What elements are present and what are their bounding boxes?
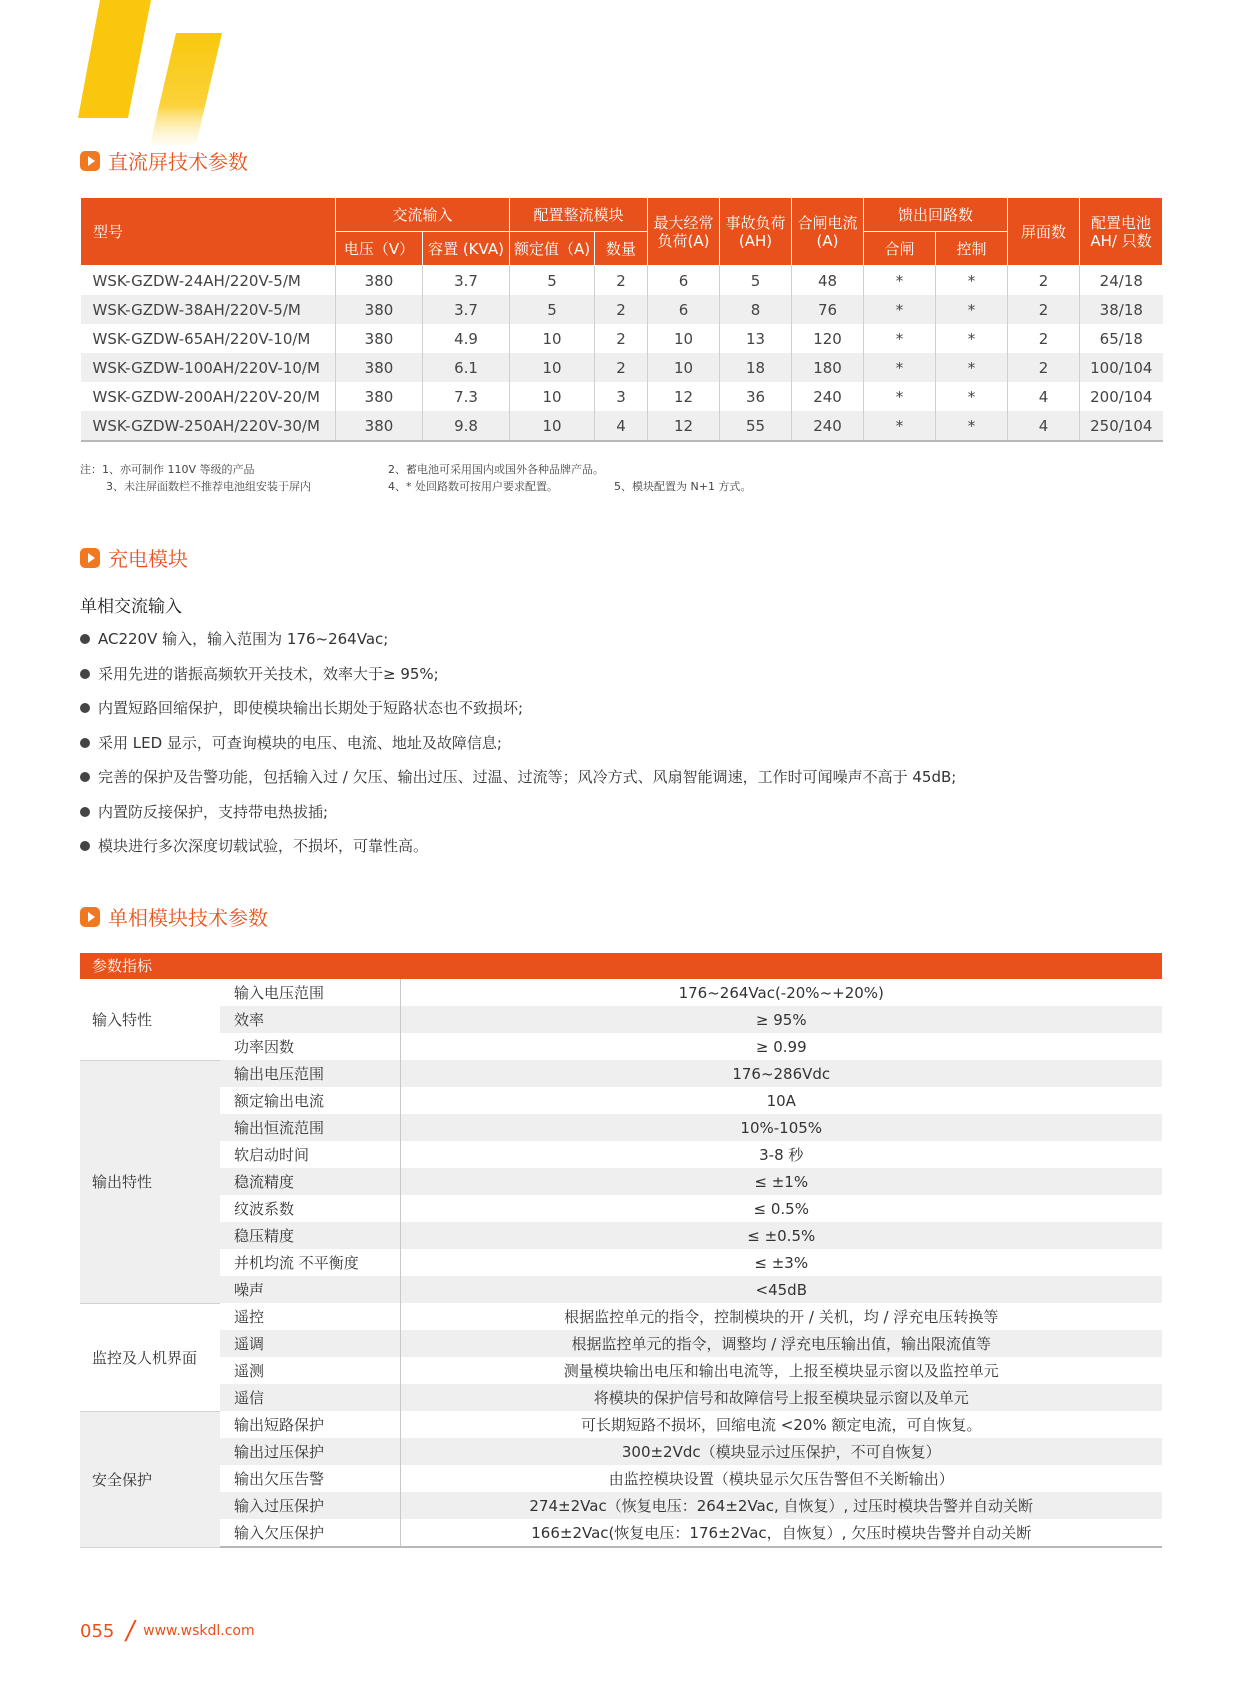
header-voltage: 电压（V）: [336, 232, 423, 266]
header-max-load: 最大经常负荷(A): [648, 198, 720, 266]
play-icon: [80, 151, 100, 171]
play-icon: [80, 548, 100, 568]
table-row: [80, 1438, 1162, 1465]
value-cell: ≤ ±1%: [400, 1168, 1162, 1195]
table-cell: 2: [1008, 324, 1080, 353]
table-cell: 240: [792, 382, 864, 411]
single-phase-section-title: [80, 902, 268, 931]
list-item: 模块进行多次深度切载试验，不损坏，可靠性高。: [80, 829, 956, 864]
table-cell: 12: [648, 382, 720, 411]
category-cell: 输入特性: [80, 979, 220, 1060]
table-row: [80, 1411, 1162, 1438]
value-cell: 300±2Vdc（模块显示过压保护，不可自恢复）: [400, 1438, 1162, 1465]
list-item: 完善的保护及告警功能，包括输入过 / 欠压、输出过压、过温、过流等；风冷方式、风扇智能调速，工作时可闻噪声不高于 45dB;: [80, 760, 956, 795]
category-cell: 安全保护: [80, 1411, 220, 1547]
table-row: [80, 1033, 1162, 1060]
table-cell: 4: [595, 411, 648, 441]
table-cell: *: [936, 324, 1008, 353]
parameter-cell: 稳流精度: [220, 1168, 400, 1195]
table-row: [80, 1330, 1162, 1357]
table-cell: 10: [648, 353, 720, 382]
table-cell: *: [864, 382, 936, 411]
note-1: 注：1、亦可制作 110V 等级的产品: [80, 463, 255, 476]
charging-subheading: 单相交流输入: [80, 597, 182, 617]
page-footer: [80, 1616, 255, 1646]
table-cell: 48: [792, 266, 864, 296]
table-cell: 180: [792, 353, 864, 382]
table-row: [80, 1168, 1162, 1195]
value-cell: 10A: [766, 1091, 796, 1110]
list-item: 内置防反接保护，支持带电热拔插;: [80, 795, 956, 830]
parameter-cell: 遥测: [220, 1357, 400, 1384]
value-cell: ≥ 95%: [400, 1006, 1162, 1033]
parameter-cell: 遥控: [220, 1303, 400, 1330]
table-cell: 3: [595, 382, 648, 411]
table-cell: 10: [510, 411, 595, 441]
table-row: [81, 353, 1163, 382]
parameter-cell: 输出恒流范围: [220, 1114, 400, 1141]
table-cell: 2: [1008, 266, 1080, 296]
table-cell: *: [936, 295, 1008, 324]
slash-divider: /: [123, 1616, 138, 1646]
parameter-cell: 稳压精度: [220, 1222, 400, 1249]
table-cell: *: [864, 324, 936, 353]
dc-section-title: [80, 146, 248, 175]
table-cell: 8: [720, 295, 792, 324]
parameter-cell: 软启动时间: [220, 1141, 400, 1168]
bullet-icon: [80, 703, 90, 713]
value-cell: ≤ 0.5%: [753, 1199, 809, 1218]
value-cell: ≤ ±3%: [754, 1253, 809, 1272]
table-row: [80, 1114, 1162, 1141]
table-cell: 380: [336, 353, 423, 382]
table-cell: 5: [510, 266, 595, 296]
value-cell: 根据监控单元的指令，控制模块的开 / 关机，均 / 浮充电压转换等: [564, 1308, 999, 1326]
table-cell: 240: [792, 411, 864, 441]
list-item: AC220V 输入，输入范围为 176~264Vac;: [80, 622, 956, 657]
table-cell: 9.8: [423, 411, 510, 441]
table-cell: 13: [720, 324, 792, 353]
note-4: 4、* 处回路数可按用户要求配置。: [388, 480, 558, 493]
value-cell: 166±2Vac(恢复电压：176±2Vac，自恢复）, 欠压时模块告警并自动关断: [400, 1519, 1162, 1547]
table-cell: 2: [595, 353, 648, 382]
table-cell: 5: [720, 266, 792, 296]
value-cell: ≤ ±0.5%: [400, 1222, 1162, 1249]
model-cell: WSK-GZDW-38AH/220V-5/M: [81, 295, 336, 324]
header-quantity: 数量: [595, 232, 648, 266]
model-cell: WSK-GZDW-200AH/220V-20/M: [81, 382, 336, 411]
value-cell: 由监控模块设置（模块显示欠压告警但不关断输出）: [608, 1470, 954, 1488]
parameter-cell: 输入电压范围: [220, 979, 400, 1006]
value-cell: 测量模块输出电压和输出电流等，上报至模块显示窗以及监控单元: [563, 1362, 999, 1380]
table-cell: 6: [648, 295, 720, 324]
parameter-cell: 功率因数: [220, 1033, 400, 1060]
table-cell: 12: [648, 411, 720, 441]
note-5: 5、模块配置为 N+1 方式。: [614, 480, 752, 493]
header-panels: 屏面数: [1008, 198, 1080, 266]
value-cell: 274±2Vac（恢复电压：264±2Vac, 自恢复）, 过压时模块告警并自动关断: [400, 1492, 1162, 1519]
header-rated: 额定值（A): [510, 232, 595, 266]
model-cell: WSK-GZDW-250AH/220V-30/M: [81, 411, 336, 441]
table-cell: 380: [336, 295, 423, 324]
table-cell: *: [936, 411, 1008, 441]
bullet-icon: [80, 807, 90, 817]
value-cell: 176~286Vdc: [400, 1060, 1162, 1087]
table-cell: 4.9: [423, 324, 510, 353]
charging-section-title-text: 充电模块: [108, 547, 188, 571]
table-cell: *: [864, 266, 936, 296]
table-cell: 380: [336, 411, 423, 441]
table-row: [80, 1087, 1162, 1114]
table-cell: 24/18: [1099, 271, 1143, 290]
table-cell: 6.1: [423, 353, 510, 382]
table-cell: *: [864, 353, 936, 382]
header-closing-current: 合闸电流(A): [792, 198, 864, 266]
table-cell: *: [864, 411, 936, 441]
table-cell: 38/18: [1080, 295, 1163, 324]
parameter-cell: 纹波系数: [220, 1195, 400, 1222]
table-cell: 6: [648, 266, 720, 296]
header-control: 控制: [936, 232, 1008, 266]
table-row: [81, 411, 1163, 441]
bullet-icon: [80, 841, 90, 851]
table-cell: 4: [1008, 382, 1080, 411]
table-cell: 380: [336, 382, 423, 411]
table-row: [80, 1492, 1162, 1519]
website-link[interactable]: www.wskdl.com: [143, 1623, 255, 1639]
table-row: [80, 1384, 1162, 1411]
table-cell: *: [864, 295, 936, 324]
header-accident-load: 事故负荷(AH): [720, 198, 792, 266]
table-cell: 65/18: [1099, 329, 1143, 348]
header-ac-input: 交流输入: [336, 198, 510, 232]
charging-section-title: [80, 543, 188, 572]
table-row: [81, 324, 1163, 353]
parameter-cell: 噪声: [220, 1276, 400, 1303]
table-cell: 7.3: [423, 382, 510, 411]
header-capacity: 容置 (KVA): [423, 232, 510, 266]
parameter-cell: 并机均流 不平衡度: [220, 1249, 400, 1276]
model-cell: WSK-GZDW-100AH/220V-10/M: [81, 353, 336, 382]
value-cell: 176~264Vac(-20%~+20%): [678, 983, 884, 1002]
parameter-cell: 输出欠压告警: [220, 1465, 400, 1492]
parameter-cell: 输出过压保护: [220, 1438, 400, 1465]
parameter-cell: 输入欠压保护: [220, 1519, 400, 1547]
bullet-icon: [80, 772, 90, 782]
table-cell: 2: [1008, 353, 1080, 382]
table-row: [80, 1060, 1162, 1087]
table-cell: 100/104: [1080, 353, 1163, 382]
header-feeder: 馈出回路数: [864, 198, 1008, 232]
category-cell: 输出特性: [80, 1060, 220, 1303]
table-cell: 380: [336, 324, 423, 353]
note-3: 3、未注屏面数栏不推荐电池组安装于屏内: [106, 480, 311, 493]
value-cell: 将模块的保护信号和故障信号上报至模块显示窗以及单元: [400, 1384, 1162, 1411]
table-row: [80, 1303, 1162, 1330]
list-item: 采用先进的谐振高频软开关技术，效率大于≥ 95%;: [80, 657, 956, 692]
table-cell: *: [936, 266, 1008, 296]
model-cell: WSK-GZDW-65AH/220V-10/M: [81, 324, 336, 353]
table-cell: 55: [720, 411, 792, 441]
table-row: [80, 1276, 1162, 1303]
table-row: [80, 1222, 1162, 1249]
table-cell: 4: [1008, 411, 1080, 441]
bullet-icon: [80, 634, 90, 644]
table-row: [80, 1465, 1162, 1492]
dc-section-title-text: 直流屏技术参数: [108, 150, 248, 174]
single-phase-section-title-text: 单相模块技术参数: [108, 906, 268, 930]
module-spec-table: [80, 979, 1162, 1548]
table-row: [80, 1249, 1162, 1276]
parameter-cell: 效率: [220, 1006, 400, 1033]
note-2: 2、蓄电池可采用国内或国外各种品牌产品。: [388, 463, 604, 476]
table-cell: 2: [595, 295, 648, 324]
value-cell: 10%-105%: [400, 1114, 1162, 1141]
play-icon: [80, 907, 100, 927]
table-cell: 2: [595, 266, 648, 296]
feature-list: [80, 622, 956, 864]
dc-spec-table: [80, 197, 1163, 442]
table-cell: 380: [336, 266, 423, 296]
table-cell: 200/104: [1090, 387, 1153, 406]
header-battery: 配置电池AH/ 只数: [1080, 198, 1163, 266]
table-cell: 10: [510, 353, 595, 382]
table-cell: 250/104: [1080, 411, 1163, 441]
header-closing: 合闸: [864, 232, 936, 266]
table-cell: 5: [510, 295, 595, 324]
table-cell: 10: [510, 324, 595, 353]
parameter-cell: 输入过压保护: [220, 1492, 400, 1519]
parameter-cell: 额定输出电流: [220, 1087, 400, 1114]
table-row: [81, 382, 1163, 411]
header-model: 型号: [81, 198, 336, 266]
parameter-cell: 遥调: [220, 1330, 400, 1357]
table-cell: 76: [792, 295, 864, 324]
parameter-cell: 遥信: [220, 1384, 400, 1411]
bullet-icon: [80, 738, 90, 748]
table-row: [80, 1357, 1162, 1384]
header-rectifier: 配置整流模块: [510, 198, 648, 232]
table-cell: 3.7: [423, 295, 510, 324]
table-row: [80, 1141, 1162, 1168]
table-row: [80, 1195, 1162, 1222]
brand-logo: [78, 0, 228, 145]
table-cell: 3.7: [423, 266, 510, 296]
value-cell: ≥ 0.99: [755, 1037, 807, 1056]
model-cell: WSK-GZDW-24AH/220V-5/M: [81, 266, 336, 296]
category-cell: 监控及人机界面: [80, 1303, 220, 1411]
table-cell: 120: [792, 324, 864, 353]
parameter-cell: 输出短路保护: [220, 1411, 400, 1438]
value-cell: 3-8 秒: [759, 1146, 804, 1164]
table-row: [80, 1006, 1162, 1033]
page-number: 055: [80, 1620, 115, 1642]
table-cell: 2: [595, 324, 648, 353]
value-cell: <45dB: [400, 1276, 1162, 1303]
table-cell: 18: [720, 353, 792, 382]
table-cell: 10: [648, 324, 720, 353]
value-cell: 可长期短路不损坏，回缩电流 <20% 额定电流，可自恢复。: [581, 1416, 982, 1434]
value-cell: 根据监控单元的指令，调整均 / 浮充电压输出值，输出限流值等: [400, 1330, 1162, 1357]
table-row: [80, 979, 1162, 1006]
spec-table-header: 参数指标: [80, 953, 1162, 979]
parameter-cell: 输出电压范围: [220, 1060, 400, 1087]
list-item: 内置短路回缩保护，即使模块输出长期处于短路状态也不致损坏;: [80, 691, 956, 726]
table-row: [81, 295, 1163, 324]
table-row: [80, 1519, 1162, 1547]
table-cell: 10: [510, 382, 595, 411]
list-item: 采用 LED 显示，可查询模块的电压、电流、地址及故障信息;: [80, 726, 956, 761]
table-cell: 36: [720, 382, 792, 411]
table-cell: *: [936, 353, 1008, 382]
table-cell: 2: [1008, 295, 1080, 324]
bullet-icon: [80, 669, 90, 679]
table-cell: *: [936, 382, 1008, 411]
table-row: [81, 266, 1163, 296]
